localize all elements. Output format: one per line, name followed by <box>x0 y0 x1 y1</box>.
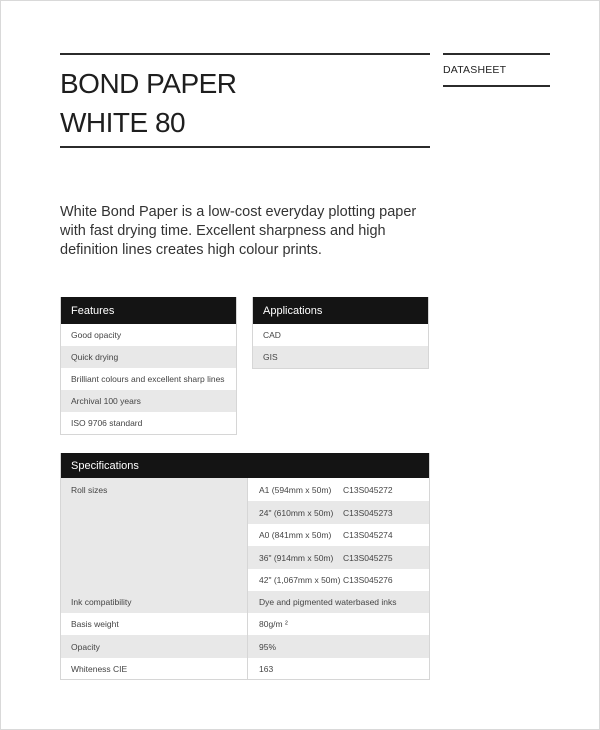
roll-size-dimensions: A0 (841mm x 50m) <box>259 530 332 540</box>
intro-paragraph <box>60 203 430 260</box>
applications-table <box>252 297 429 369</box>
roll-size-row <box>247 524 429 546</box>
roll-size-row <box>247 478 429 501</box>
application-item: CAD <box>253 324 428 346</box>
applications-heading: Applications <box>253 297 428 324</box>
spec-label: Ink compatibility <box>61 591 247 613</box>
features-table <box>60 297 237 435</box>
spec-value: Dye and pigmented waterbased inks <box>247 591 429 613</box>
spec-value: 163 <box>247 658 429 679</box>
title-top-rule <box>60 53 430 55</box>
roll-size-dimensions: 24" (610mm x 50m) <box>259 507 334 518</box>
roll-size-row <box>247 546 429 569</box>
feature-item: Quick drying <box>61 346 236 368</box>
feature-item: ISO 9706 standard <box>61 412 236 434</box>
specifications-heading: Specifications <box>61 453 429 478</box>
intro-line-3: definition lines creates high colour prints. <box>60 242 322 258</box>
roll-size-code: C13S045273 <box>343 507 393 518</box>
roll-sizes-label-text: Roll sizes <box>71 485 108 495</box>
title-line-2: WHITE 80 <box>60 107 186 138</box>
page-title <box>60 64 420 142</box>
roll-size-dimensions: A1 (594mm x 50m) <box>259 484 332 495</box>
spec-label: Basis weight <box>61 613 247 635</box>
roll-sizes-label <box>61 478 247 591</box>
datasheet-label: DATASHEET <box>443 64 507 76</box>
datasheet-top-rule <box>443 53 550 55</box>
roll-size-code: C13S045276 <box>343 575 393 585</box>
roll-size-row <box>247 569 429 591</box>
intro-line-2: with fast drying time. Excellent sharpness and high <box>60 223 386 239</box>
roll-size-code: C13S045275 <box>343 552 393 563</box>
title-bottom-rule <box>60 146 430 148</box>
spec-value: 95% <box>247 635 429 658</box>
roll-size-dimensions: 36" (914mm x 50m) <box>259 552 334 563</box>
feature-item: Good opacity <box>61 324 236 346</box>
spec-label: Opacity <box>61 635 247 658</box>
intro-line-1: White Bond Paper is a low-cost everyday plotting paper <box>60 204 417 220</box>
roll-size-dimensions: 42" (1,067mm x 50m) <box>259 575 341 585</box>
datasheet-bottom-rule <box>443 85 550 87</box>
features-heading: Features <box>61 297 236 324</box>
feature-item: Brilliant colours and excellent sharp lines <box>61 368 236 390</box>
spec-label: Whiteness CIE <box>61 658 247 679</box>
roll-size-code: C13S045272 <box>343 484 393 495</box>
spec-value: 80g/m ² <box>247 613 429 635</box>
feature-item: Archival 100 years <box>61 390 236 412</box>
specifications-table <box>60 453 430 680</box>
roll-size-code: C13S045274 <box>343 530 393 540</box>
application-item: GIS <box>253 346 428 368</box>
roll-size-row <box>247 501 429 524</box>
title-line-1: BOND PAPER <box>60 68 237 99</box>
